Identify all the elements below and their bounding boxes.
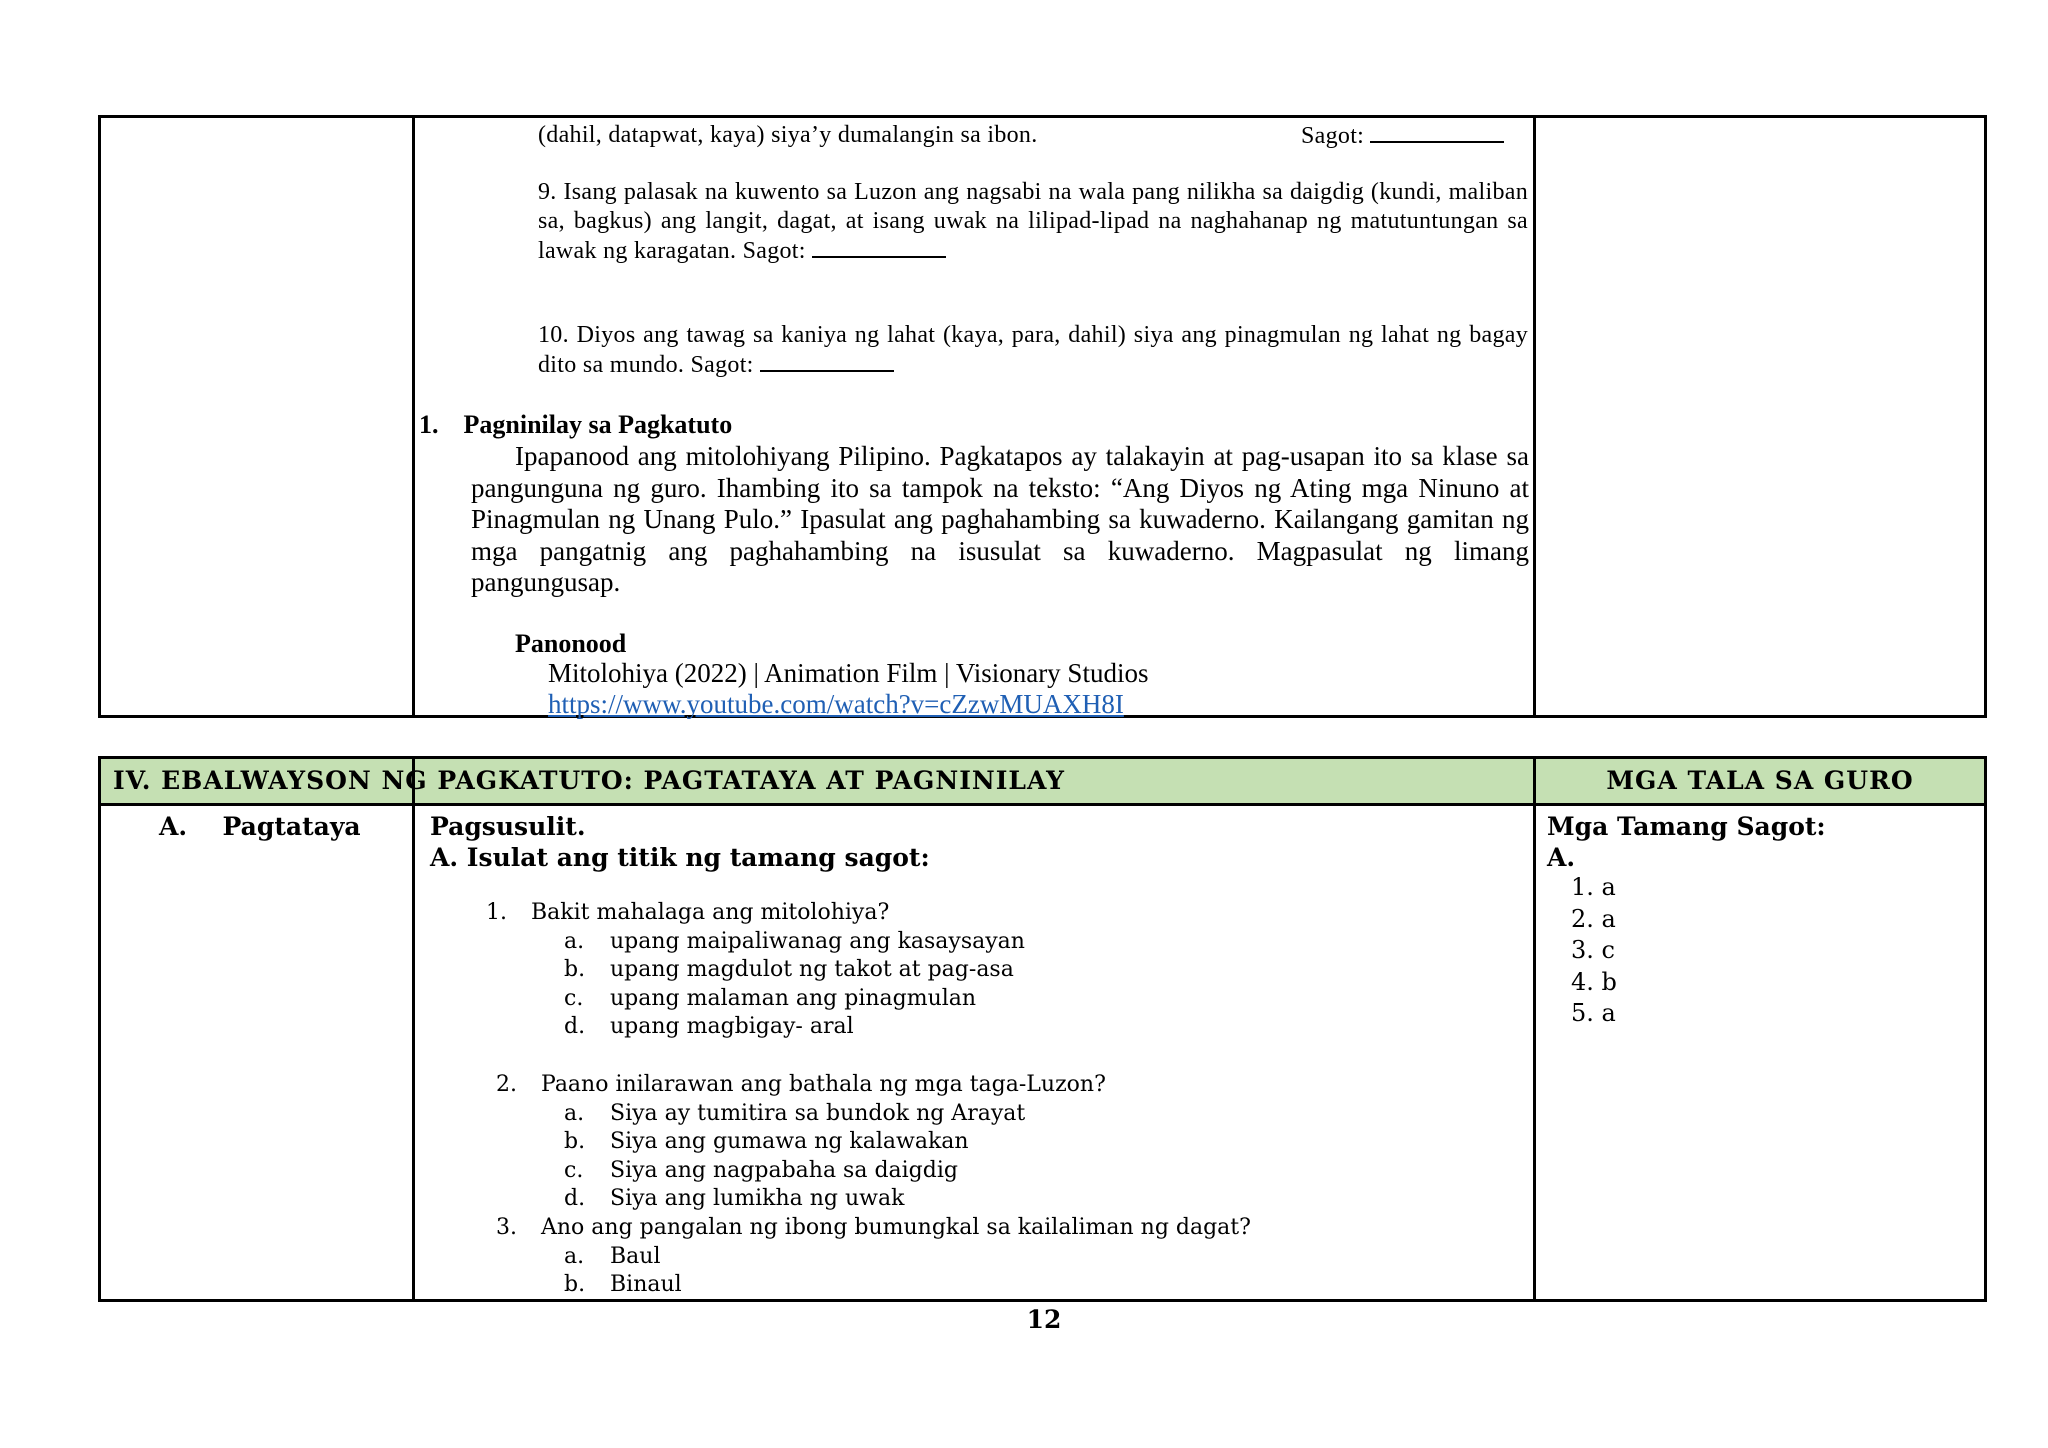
question-number: 1. — [486, 900, 507, 925]
question-text: Ano ang pangalan ng ibong bumungkal sa kailaliman ng dagat? — [541, 1215, 1251, 1240]
option-letter: b. — [564, 1129, 586, 1154]
answers-list — [1571, 872, 1617, 1030]
option-text: Siya ang gumawa ng kalawakan — [610, 1129, 969, 1154]
option — [564, 1157, 958, 1186]
question-number: 3. — [496, 1215, 517, 1240]
panonood-label: Panonood — [515, 629, 627, 658]
question-10-text: 10. Diyos ang tawag sa kaniya ng lahat (kaya, para, dahil) siya ang pinagmulan ng lahat ng bagay dito sa mundo. — [538, 322, 1528, 378]
row-label-letter: A. — [159, 812, 188, 841]
section-title: Pagninilay sa Pagkatuto — [463, 410, 733, 439]
option-text: upang maipaliwanag ang kasaysayan — [610, 929, 1025, 954]
option — [564, 1013, 854, 1042]
answer-item: 2. a — [1571, 904, 1616, 933]
answer-item: 4. b — [1571, 967, 1617, 996]
option — [564, 956, 1014, 985]
question — [486, 899, 889, 928]
question-10 — [538, 321, 1528, 380]
answer-label: Sagot: — [690, 352, 754, 378]
row-label-text: Pagtataya — [222, 812, 361, 841]
header-notes: MGA TALA SA GURO — [1606, 766, 1914, 795]
column-divider — [412, 759, 415, 1299]
table-header-row — [101, 759, 1984, 806]
quiz-title: Pagsusulit. — [430, 812, 586, 841]
option-letter: c. — [564, 1158, 584, 1183]
question-text: Paano inilarawan ang bathala ng mga taga-Luzon? — [541, 1072, 1106, 1097]
question-9 — [538, 178, 1528, 266]
option-letter: d. — [564, 1186, 586, 1211]
column-divider — [1533, 118, 1536, 715]
option-letter: b. — [564, 1272, 586, 1297]
option-letter: b. — [564, 957, 586, 982]
page-number: 12 — [1026, 1305, 1062, 1334]
question — [496, 1214, 1251, 1243]
question-9-text: 9. Isang palasak na kuwento sa Luzon ang nagsabi na wala pang nilikha sa daigdig (kundi, maliban sa, bagkus) ang langit, dagat, at isang uwak na lilipad-lipad na naghahanap ng matutuntungan sa lawak ng karagatan. — [538, 179, 1528, 264]
question-8-answer — [1301, 121, 1504, 151]
section-number: 1. — [419, 410, 439, 439]
option-text: upang magdulot ng takot at pag-asa — [610, 957, 1014, 982]
answer-blank — [760, 350, 894, 372]
section-paragraph: Ipapanood ang mitolohiyang Pilipino. Pagkatapos ay talakayin at pag-usapan ito sa klase sa pangunguna ng guro. Ihambing ito sa tampok na teksto: “Ang Diyos ng Ating mga Ninuno at Pinagmulan ng Unang Pulo.” Ipasulat ang paghahambing sa kuwaderno. Kailangang gamitan ng mga pangatnig ang paghahambing na isusulat sa kuwaderno. Magpasulat ng limang pangungusap. — [471, 441, 1529, 597]
lesson-table-continued — [98, 115, 1987, 718]
option — [564, 928, 1025, 957]
answers-title: Mga Tamang Sagot: — [1547, 812, 1826, 841]
question-8-tail: (dahil, datapwat, kaya) siya’y dumalangin sa ibon. — [538, 122, 1038, 148]
option-text: upang malaman ang pinagmulan — [610, 986, 977, 1011]
option — [564, 1100, 1025, 1129]
video-link-wrapper — [548, 689, 1124, 721]
option-letter: c. — [564, 986, 584, 1011]
option-text: upang magbigay- aral — [610, 1014, 854, 1039]
answer-item: 1. a — [1571, 873, 1616, 901]
column-divider — [1533, 759, 1536, 1299]
answer-blank — [1370, 121, 1504, 143]
option — [564, 1185, 904, 1214]
video-link[interactable]: https://www.youtube.com/watch?v=cZzwMUAXH8I — [548, 689, 1124, 719]
quiz-instruction: A. Isulat ang titik ng tamang sagot: — [430, 843, 930, 872]
option — [564, 1128, 969, 1157]
option-letter: a. — [564, 929, 585, 954]
option-letter: a. — [564, 1244, 585, 1269]
option-text: Baul — [610, 1244, 661, 1269]
section-heading — [419, 410, 732, 440]
answer-label: Sagot: — [742, 238, 806, 264]
answer-label: Sagot: — [1301, 123, 1365, 149]
option-letter: a. — [564, 1101, 585, 1126]
video-title: Mitolohiya (2022) | Animation Film | Visionary Studios — [548, 658, 1149, 688]
option — [564, 985, 976, 1014]
answer-item: 3. c — [1571, 936, 1615, 964]
option — [564, 1243, 661, 1272]
evaluation-table — [98, 756, 1987, 1302]
option — [564, 1271, 682, 1300]
question — [496, 1071, 1106, 1100]
row-label — [159, 812, 361, 841]
answer-item: 5. a — [1571, 999, 1616, 1027]
option-text: Siya ay tumitira sa bundok ng Arayat — [610, 1101, 1026, 1126]
option-text: Siya ang lumikha ng uwak — [610, 1186, 905, 1211]
question-text: Bakit mahalaga ang mitolohiya? — [531, 900, 890, 925]
header-title: IV. EBALWAYSON NG PAGKATUTO: PAGTATAYA AT PAGNINILAY — [113, 766, 1066, 795]
option-text: Siya ang nagpabaha sa daigdig — [610, 1158, 958, 1183]
option-letter: d. — [564, 1014, 586, 1039]
question-number: 2. — [496, 1072, 517, 1097]
answers-section: A. — [1547, 843, 1576, 872]
answer-blank — [812, 236, 946, 258]
option-text: Binaul — [610, 1272, 682, 1297]
column-divider — [412, 118, 415, 715]
